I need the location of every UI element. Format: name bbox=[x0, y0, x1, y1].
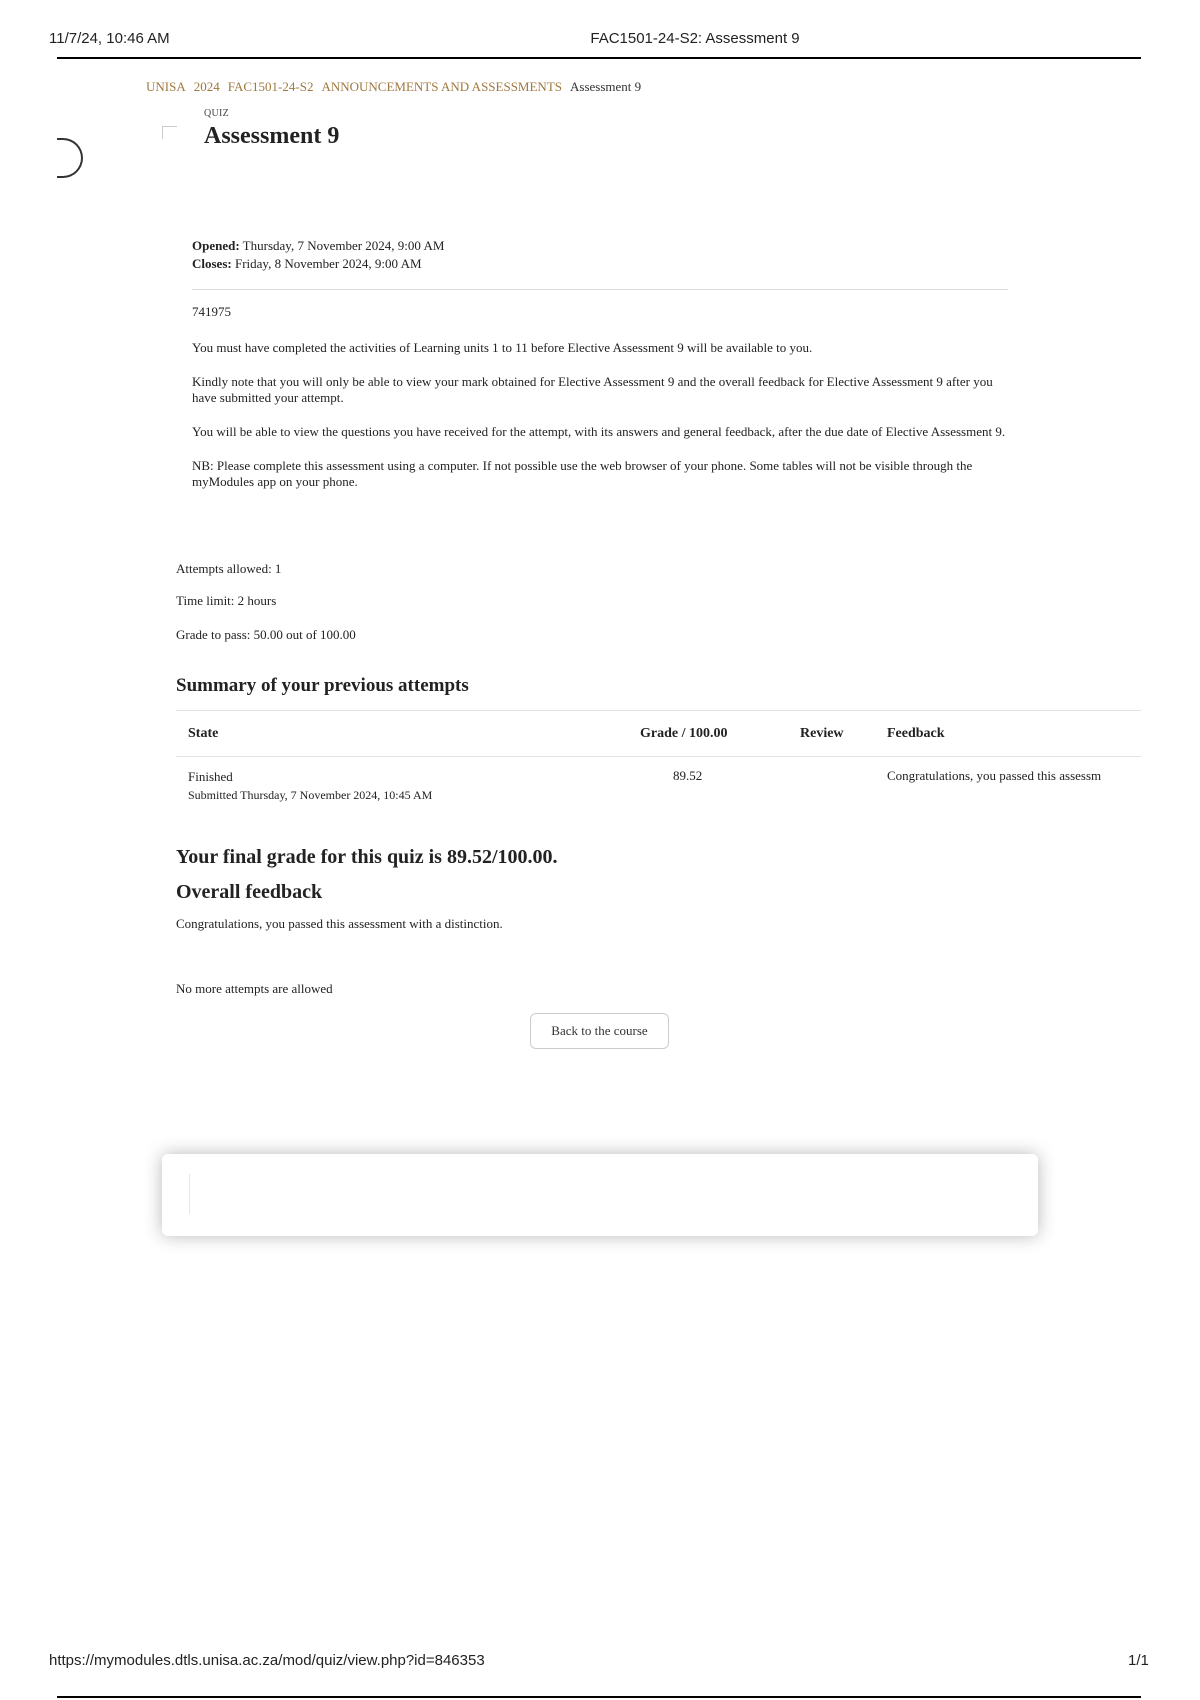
footer-panel bbox=[162, 1154, 1038, 1236]
back-to-course-button[interactable]: Back to the course bbox=[530, 1013, 669, 1049]
overall-feedback-heading: Overall feedback bbox=[176, 881, 323, 903]
footer-rule bbox=[57, 1696, 1141, 1698]
column-header-state: State bbox=[188, 726, 219, 741]
attempts-allowed: Attempts allowed: 1 bbox=[176, 561, 282, 576]
opened-date bbox=[192, 237, 444, 255]
divider bbox=[192, 289, 1008, 290]
breadcrumb bbox=[146, 79, 641, 95]
quiz-description bbox=[192, 304, 1012, 508]
time-limit: Time limit: 2 hours bbox=[176, 593, 277, 608]
cell-state bbox=[188, 768, 432, 804]
description-paragraph: NB: Please complete this assessment using a computer. If not possible use the web browser of your phone. Some tables will not be visible through the myModules app on your phone. bbox=[192, 458, 973, 489]
attempt-feedback: Congratulations, you passed this assessm bbox=[887, 768, 1102, 783]
column-header-review: Review bbox=[800, 726, 844, 741]
closes-label: Closes: bbox=[192, 256, 232, 271]
quiz-code: 741975 bbox=[192, 304, 231, 319]
drawer-toggle-icon[interactable] bbox=[57, 138, 83, 178]
footer-panel-divider bbox=[189, 1174, 190, 1214]
table-header bbox=[176, 710, 1141, 757]
activity-dates bbox=[192, 237, 444, 273]
breadcrumb-item-section[interactable]: ANNOUNCEMENTS AND ASSESSMENTS bbox=[321, 79, 562, 94]
attempt-grade: 89.52 bbox=[673, 768, 703, 783]
no-more-attempts-message: No more attempts are allowed bbox=[176, 981, 333, 996]
activity-type-label: QUIZ bbox=[204, 108, 230, 119]
description-paragraph: You must have completed the activities of Learning units 1 to 11 before Elective Assessment 9 will be available to you. bbox=[192, 340, 813, 355]
attempts-table bbox=[176, 710, 1141, 817]
final-grade: Your final grade for this quiz is 89.52/100.00. bbox=[176, 846, 558, 868]
attempt-submitted: Submitted Thursday, 7 November 2024, 10:45 AM bbox=[188, 788, 433, 802]
column-header-feedback: Feedback bbox=[887, 726, 945, 741]
overall-feedback-text: Congratulations, you passed this assessment with a distinction. bbox=[176, 916, 503, 931]
column-header-grade: Grade / 100.00 bbox=[640, 726, 728, 741]
print-datetime: 11/7/24, 10:46 AM bbox=[49, 30, 170, 47]
grade-to-pass: Grade to pass: 50.00 out of 100.00 bbox=[176, 627, 356, 642]
print-page-number: 1/1 bbox=[1128, 1652, 1149, 1669]
description-paragraph: Kindly note that you will only be able to view your mark obtained for Elective Assessment 9 and the overall feedback for Elective Assessment 9 after you have submitted your attempt. bbox=[192, 374, 993, 405]
breadcrumb-item-year[interactable]: 2024 bbox=[193, 79, 220, 94]
opened-value: Thursday, 7 November 2024, 9:00 AM bbox=[239, 238, 445, 253]
opened-label: Opened: bbox=[192, 238, 240, 253]
breadcrumb-current: Assessment 9 bbox=[570, 79, 642, 94]
breadcrumb-item-unisa[interactable]: UNISA bbox=[146, 79, 186, 94]
print-url: https://mymodules.dtls.unisa.ac.za/mod/quiz/view.php?id=846353 bbox=[49, 1652, 485, 1669]
header-rule bbox=[57, 57, 1141, 59]
quiz-icon bbox=[162, 126, 177, 139]
attempt-state: Finished bbox=[188, 769, 233, 784]
description-paragraph: You will be able to view the questions you have received for the attempt, with its answers and general feedback, after the due date of Elective Assessment 9. bbox=[192, 424, 1006, 439]
page-title: Assessment 9 bbox=[204, 123, 340, 149]
print-title: FAC1501-24-S2: Assessment 9 bbox=[590, 30, 800, 47]
summary-heading: Summary of your previous attempts bbox=[176, 675, 469, 696]
closes-date bbox=[192, 255, 444, 273]
closes-value: Friday, 8 November 2024, 9:00 AM bbox=[231, 256, 422, 271]
breadcrumb-item-course[interactable]: FAC1501-24-S2 bbox=[227, 79, 314, 94]
table-row bbox=[176, 757, 1141, 817]
